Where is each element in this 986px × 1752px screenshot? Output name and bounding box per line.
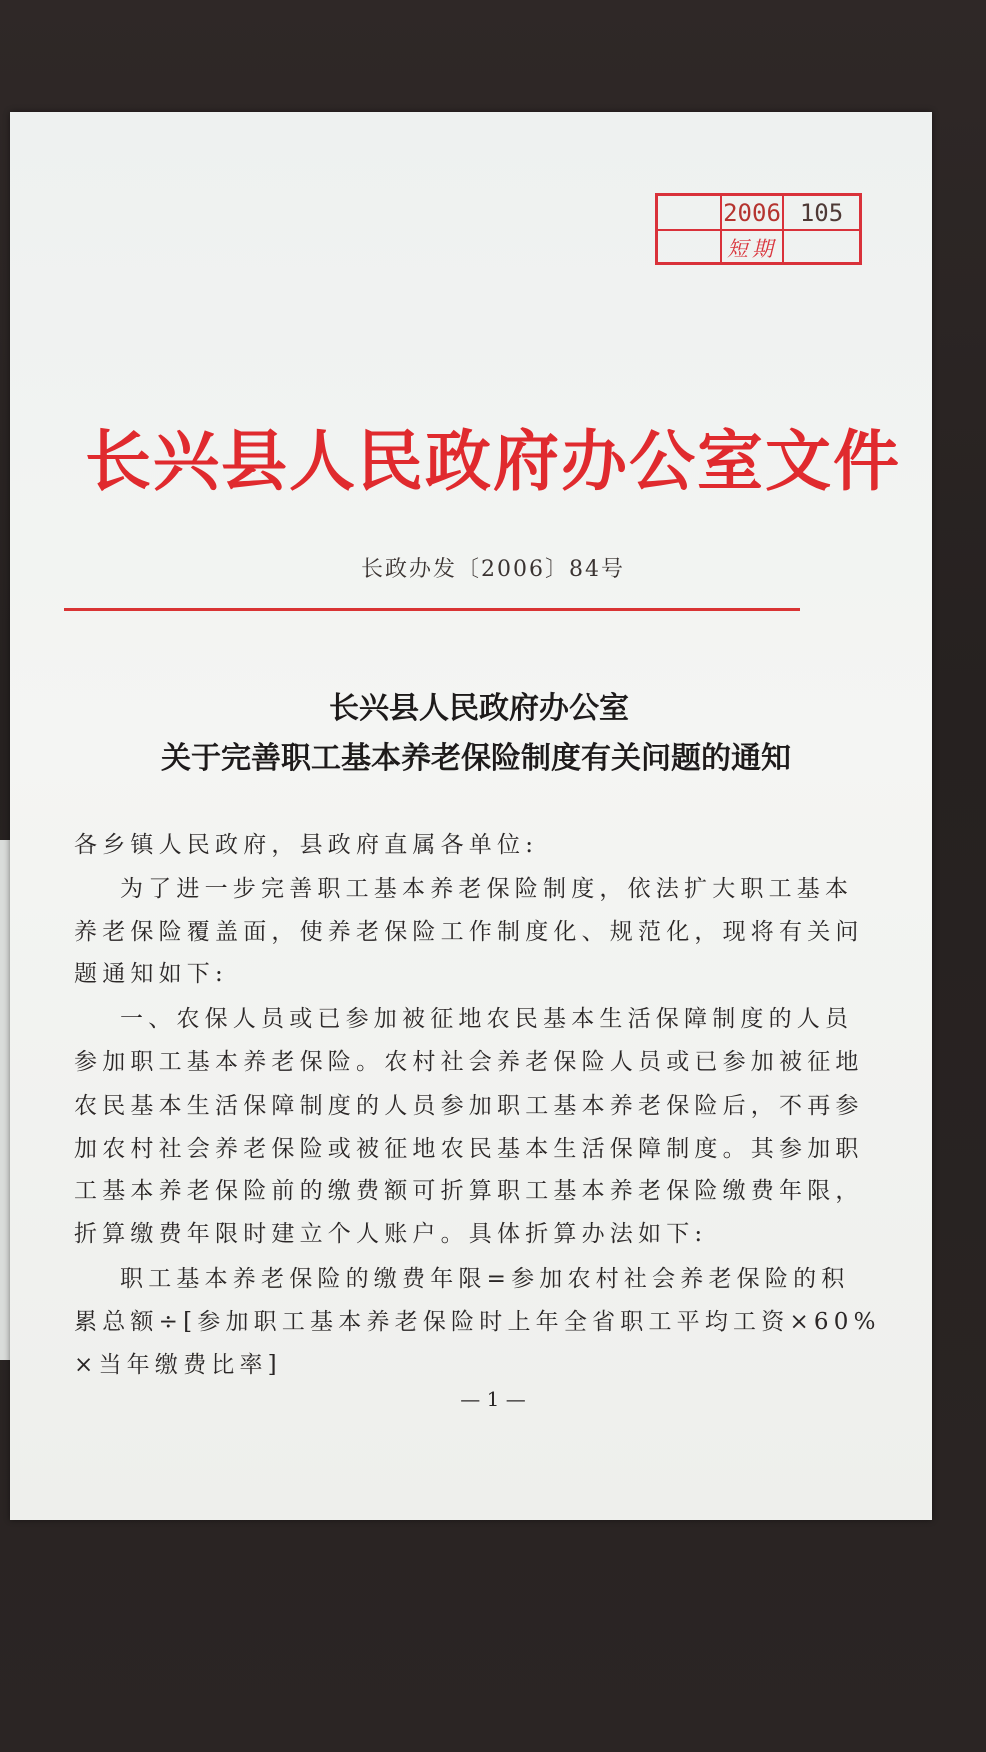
body-line: 工基本养老保险前的缴费额可折算职工基本养老保险缴费年限， — [74, 1178, 864, 1204]
formula-line: ×当年缴费比率] — [74, 1352, 282, 1378]
page-number: — 1 — — [460, 1387, 526, 1411]
body-line: 一、农保人员或已参加被征地农民基本生活保障制度的人员 — [120, 1006, 854, 1032]
stamp-year: 2006 — [722, 196, 784, 229]
document-header-title: 长兴县人民政府办公室文件 — [85, 422, 901, 500]
document-number: 长政办发〔2006〕84号 — [361, 557, 625, 582]
stamp-cell-blank — [784, 231, 859, 264]
red-divider-line — [64, 608, 800, 611]
body-line: 题通知如下: — [74, 961, 228, 987]
stamp-row-top — [658, 196, 859, 229]
formula-line: 累总额÷[参加职工基本养老保险时上年全省职工平均工资×60% — [74, 1309, 881, 1335]
stamp-number: 105 — [799, 198, 844, 227]
notice-title-line-1: 长兴县人民政府办公室 — [329, 691, 629, 726]
stamp-cell-blank — [658, 196, 722, 229]
archive-stamp — [655, 193, 862, 265]
stamp-cell-blank — [658, 231, 722, 264]
body-line: 参加职工基本养老保险。农村社会养老保险人员或已参加被征地 — [74, 1049, 864, 1075]
body-line: 养老保险覆盖面，使养老保险工作制度化、规范化，现将有关问 — [74, 919, 864, 945]
body-line: 为了进一步完善职工基本养老保险制度，依法扩大职工基本 — [120, 876, 854, 902]
formula-line: 职工基本养老保险的缴费年限=参加农村社会养老保险的积 — [120, 1266, 850, 1292]
salutation: 各乡镇人民政府，县政府直属各单位: — [74, 832, 539, 858]
stamp-row-bottom — [658, 229, 859, 264]
body-line: 折算缴费年限时建立个人账户。具体折算办法如下: — [74, 1221, 708, 1247]
body-line: 农民基本生活保障制度的人员参加职工基本养老保险后，不再参 — [74, 1093, 864, 1119]
notice-title-line-2: 关于完善职工基本养老保险制度有关问题的通知 — [161, 741, 791, 776]
body-line: 加农村社会养老保险或被征地农民基本生活保障制度。其参加职 — [74, 1136, 864, 1162]
stamp-retention: 短期 — [722, 231, 784, 264]
